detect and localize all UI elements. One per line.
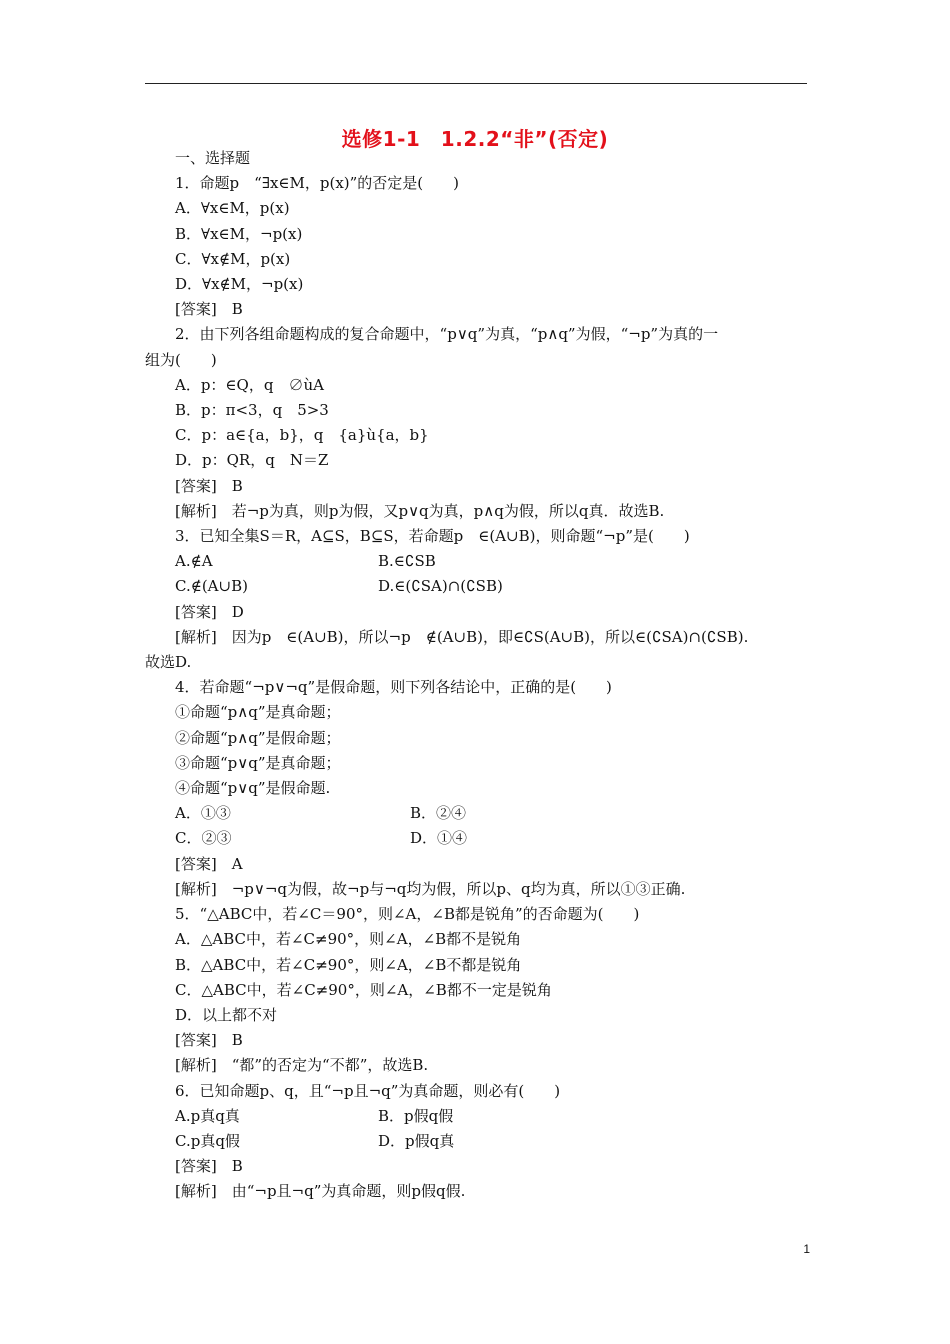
q2-answer: [答案] B	[175, 476, 243, 495]
page-number: 1	[803, 1242, 810, 1256]
q1-option-c: C．∀x∉M，p(x)	[175, 249, 291, 268]
q6-stem: 6．已知命题p、q，且“¬p且¬q”为真命题，则必有( )	[175, 1081, 561, 1100]
q3-analysis-line1: [解析] 因为p ∈(A∪B)，所以¬p ∉(A∪B)，即∈∁S(A∪B)，所以∈(∁SA)∩(∁SB).	[175, 627, 749, 646]
q3-option-d: D.∈(∁SA)∩(∁SB)	[378, 577, 503, 596]
q6-option-a: A.p真q真	[175, 1106, 240, 1125]
q6-option-d: D．p假q真	[378, 1131, 455, 1150]
q2-option-c: C．p：a∈{a，b}，q {a}ù{a，b}	[175, 426, 429, 445]
q4-item-1: ①命题“p∧q”是真命题；	[175, 703, 341, 722]
q4-option-b: B．②④	[410, 804, 467, 823]
q6-option-c: C.p真q假	[175, 1131, 240, 1150]
q6-analysis: [解析] 由“¬p且¬q”为真命题，则p假q假.	[175, 1182, 466, 1201]
q5-option-d: D．以上都不对	[175, 1005, 278, 1024]
q6-option-b: B．p假q假	[378, 1106, 454, 1125]
q5-stem: 5．“△ABC中，若∠C＝90°，则∠A，∠B都是锐角”的否命题为( )	[175, 905, 640, 924]
q5-analysis: [解析] “都”的否定为“不都”，故选B.	[175, 1056, 429, 1075]
q2-analysis: [解析] 若¬p为真，则p为假，又p∨q为真，p∧q为假，所以q真．故选B.	[175, 501, 665, 520]
q3-option-c: C.∉(A∪B)	[175, 577, 248, 596]
q2-stem-line1: 2．由下列各组命题构成的复合命题中，“p∨q”为真，“p∧q”为假，“¬p”为真的一	[175, 325, 719, 344]
q1-option-d: D．∀x∉M，¬p(x)	[175, 275, 304, 294]
document-body	[145, 146, 807, 1205]
q2-option-b: B．p：π<3，q 5>3	[175, 401, 329, 420]
q2-option-a: A．p：∈Q，q ∅ùA	[175, 375, 324, 394]
q6-options-row2	[145, 1129, 807, 1154]
q1-answer: [答案] B	[175, 300, 243, 319]
q4-options-row2	[145, 826, 807, 851]
q4-option-c: C．②③	[175, 829, 232, 848]
q4-answer: [答案] A	[175, 854, 243, 873]
q1-option-a: A．∀x∈M，p(x)	[175, 199, 290, 218]
q5-option-c: C．△ABC中，若∠C≠90°，则∠A，∠B都不一定是锐角	[175, 980, 552, 999]
q4-item-3: ③命题“p∨q”是真命题；	[175, 753, 341, 772]
q1-stem: 1．命题p “∃x∈M，p(x)”的否定是( )	[175, 174, 460, 193]
q1-option-b: B．∀x∈M，¬p(x)	[175, 224, 303, 243]
q3-answer: [答案] D	[175, 602, 244, 621]
q5-answer: [答案] B	[175, 1031, 243, 1050]
q4-item-2: ②命题“p∧q”是假命题；	[175, 728, 341, 747]
q2-stem-line2: 组为( )	[145, 350, 217, 369]
q6-answer: [答案] B	[175, 1157, 243, 1176]
q3-analysis-line2: 故选D.	[145, 653, 192, 672]
q3-options-row2	[145, 574, 807, 599]
header-rule	[145, 83, 807, 84]
q6-options-row1	[145, 1104, 807, 1129]
q3-options-row1	[145, 549, 807, 574]
page-title: 选修1-1 1.2.2“非”(否定)	[341, 127, 609, 151]
q5-option-b: B．△ABC中，若∠C≠90°，则∠A，∠B不都是锐角	[175, 955, 522, 974]
q3-stem: 3．已知全集S＝R，A⊆S，B⊆S，若命题p ∈(A∪B)，则命题“¬p”是( )	[175, 527, 690, 546]
q4-option-a: A．①③	[175, 804, 231, 823]
q3-option-a: A.∉A	[175, 552, 213, 571]
q4-item-4: ④命题“p∨q”是假命题.	[175, 779, 331, 798]
q4-analysis: [解析] ¬p∨¬q为假，故¬p与¬q均为假，所以p、q均为真，所以①③正确.	[175, 879, 686, 898]
q2-option-d: D．p：QR，q N＝Z	[175, 451, 329, 470]
q4-options-row1	[145, 801, 807, 826]
q4-option-d: D．①④	[410, 829, 468, 848]
q3-option-b: B.∈∁SB	[378, 552, 436, 571]
q5-option-a: A．△ABC中，若∠C≠90°，则∠A，∠B都不是锐角	[175, 930, 522, 949]
section-heading: 一、选择题	[175, 149, 251, 167]
q4-stem: 4．若命题“¬p∨¬q”是假命题，则下列各结论中，正确的是( )	[175, 678, 612, 697]
